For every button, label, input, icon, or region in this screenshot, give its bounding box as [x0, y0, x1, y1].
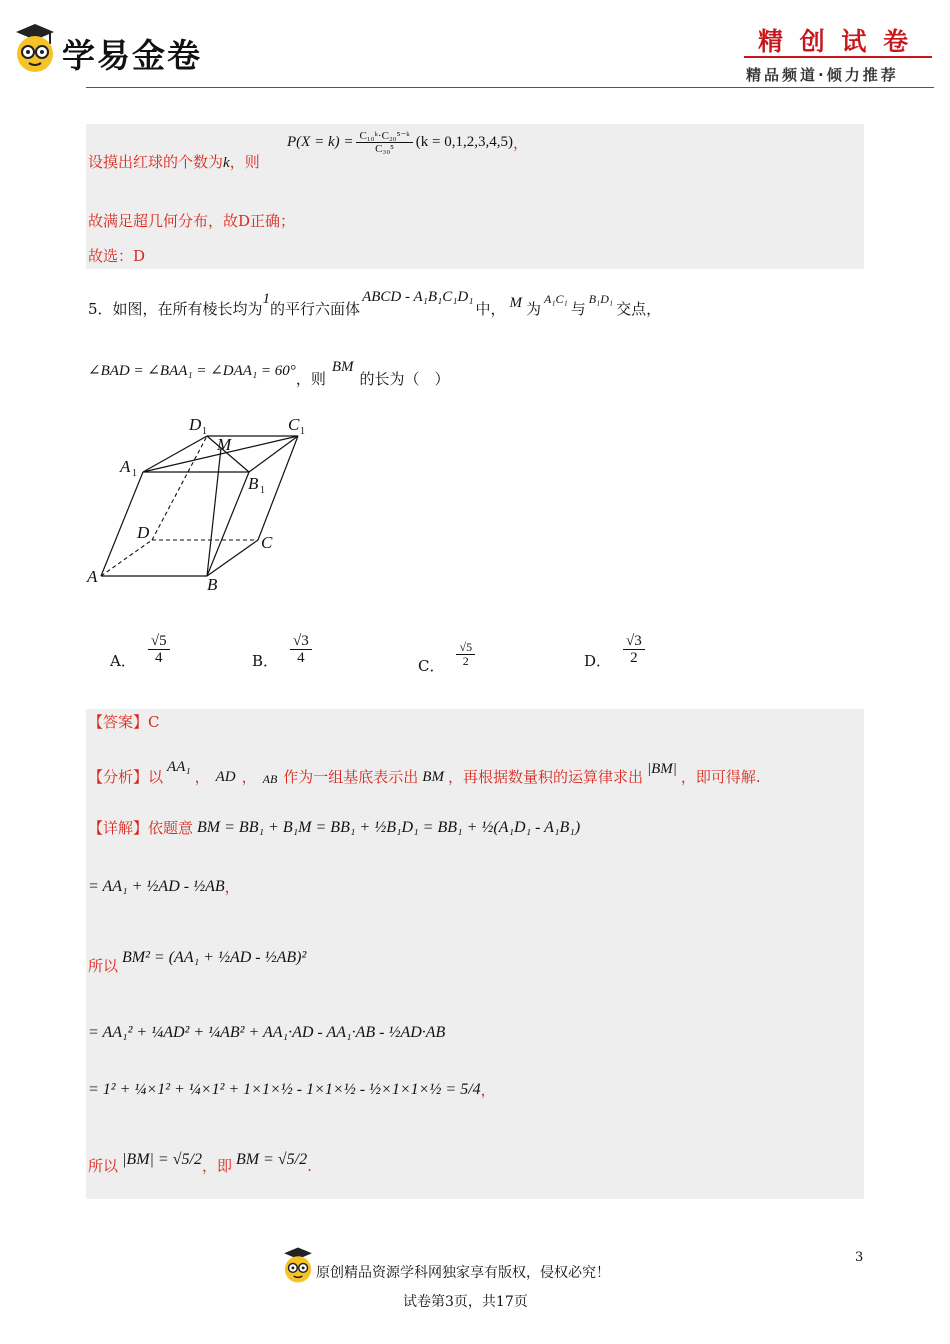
analysis-line: 【分析】 以 AA₁ ， AD ， AB 作为一组基底表示出 BM ，再根据数量积的运算律求出 |BM| ，即可得解.: [88, 759, 761, 786]
label-C1-sub: 1: [300, 426, 305, 437]
question-line1: 5．如图，在所有棱长均为 1 的平行六面体 ABCD - A₁B₁C₁D₁ 中， M 为 A₁C₁ 与 B₁D₁ 交点，: [88, 289, 662, 318]
label-D1-sub: 1: [202, 426, 207, 437]
detail-line2: = AA₁ + ½AD - ½AB ，: [88, 877, 240, 896]
banner-title: 精 创 试 卷: [758, 27, 913, 56]
answer-line: 【答案】C: [88, 713, 160, 731]
header: [0, 0, 950, 95]
edge-A1D1: [143, 436, 207, 472]
label-B1: B: [248, 474, 259, 493]
detail-line6: 所以 |BM| = √5/2 ，即 BM = √5/2 .: [88, 1151, 312, 1175]
box1-line3: 故选：D: [88, 247, 146, 265]
label-D1: D: [189, 415, 202, 434]
seg-BM: [207, 448, 221, 576]
detail-line5: = 1² + ¼×1² + ¼×1² + 1×1×½ - 1×1×½ - ½×1×1×½ = 5/4 ，: [88, 1080, 496, 1099]
footer-copyright: 原创精品资源学科网独家享有版权，侵权必究！: [316, 1265, 610, 1281]
detail-line4: = AA₁² + ¼AD² + ¼AB² + AA₁·AD - AA₁·AB - ½AD·AB: [88, 1024, 446, 1041]
banner-subtitle: 精品频道·倾力推荐: [746, 66, 899, 84]
label-B: B: [207, 575, 218, 594]
footer-page-info: 试卷第3页，共17页: [403, 1294, 528, 1310]
label-D: D: [137, 523, 150, 542]
banner-rule: [744, 56, 932, 58]
label-M: M: [217, 435, 232, 454]
detail-line1: 【详解】 依题意 BM = BB₁ + B₁M = BB₁ + ½B₁D₁ = BB₁ + ½(A₁D₁ - A₁B₁): [88, 818, 581, 837]
label-C: C: [261, 533, 273, 552]
option-a[interactable]: A． $\frac{√5}{4}$: [110, 628, 170, 671]
footer-mascot-icon: [282, 1246, 314, 1284]
label-A1: A: [120, 457, 131, 476]
logo-mascot-icon: [14, 22, 56, 74]
page-number: 3: [855, 1250, 864, 1265]
option-c[interactable]: C． $\frac{√5}{2}$: [418, 633, 475, 676]
logo-text: 学易金卷: [62, 36, 202, 75]
edge-BB1: [207, 472, 249, 576]
option-d[interactable]: D． $\frac{√3}{2}$: [584, 628, 645, 671]
question-line2: ∠BAD = ∠BAA₁ = ∠DAA₁ = 60° ，则 BM 的长为（ ）: [88, 359, 450, 388]
header-rule: [86, 87, 934, 88]
detail-line3: 所以 BM² = (AA₁ + ½AD - ½AB)²: [88, 949, 307, 975]
label-A1-sub: 1: [132, 468, 137, 479]
label-B1-sub: 1: [260, 485, 265, 496]
box1-line2: 故满足超几何分布，故D正确；: [88, 212, 296, 230]
option-b[interactable]: B． $\frac{√3}{4}$: [252, 628, 312, 671]
label-A: A: [87, 567, 98, 586]
parallelepiped-figure: [85, 410, 315, 595]
hypergeometric-formula: P(X = k) = $\frac{\text{C₁₀ᵏ·C₂₀⁵⁻ᵏ}}{\text{C₃₀⁵}}$ (k = 0,1,2,3,4,5) ，: [287, 130, 528, 156]
box1-line1: 设摸出红球的个数为k，则: [88, 153, 260, 171]
label-C1: C: [288, 415, 300, 434]
